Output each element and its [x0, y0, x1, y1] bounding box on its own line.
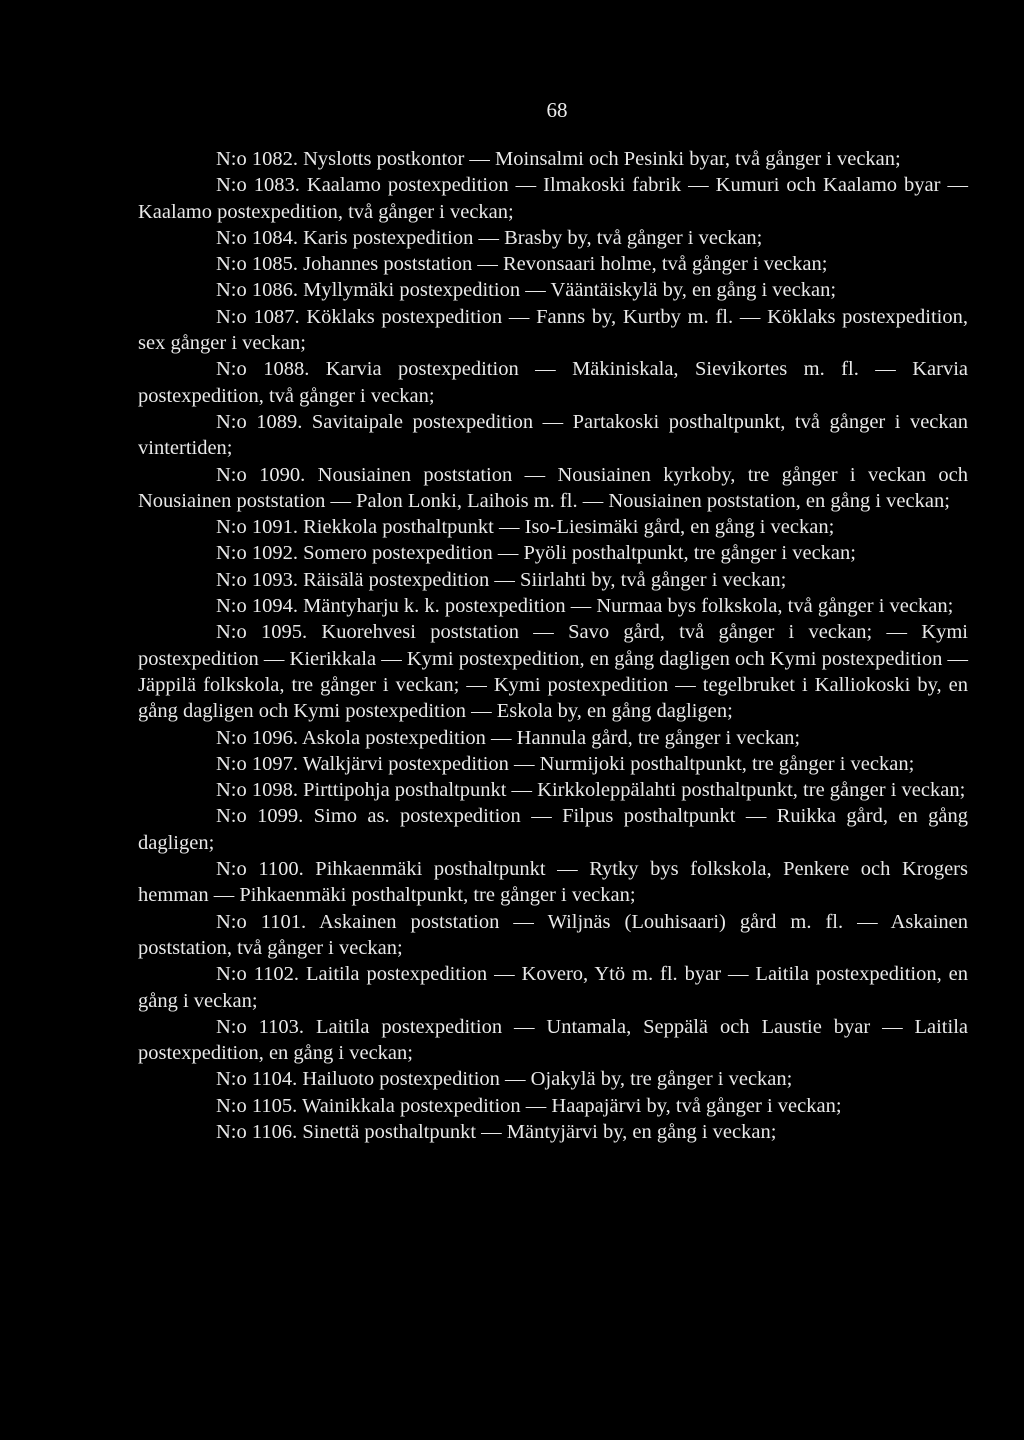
entry-1101: N:o 1101. Askainen poststation — Wiljnäs (Louhisaari) gård m. fl. — Askainen poststation, två gånger i veckan;	[138, 910, 968, 959]
entry-1083: N:o 1083. Kaalamo postexpedition — Ilmakoski fabrik — Kumuri och Kaalamo byar — Kaalamo postexpedition, två gånger i veckan;	[138, 174, 968, 223]
entry-1082: N:o 1082. Nyslotts postkontor — Moinsalmi och Pesinki byar, två gånger i veckan;	[216, 148, 901, 170]
entry-1091: N:o 1091. Riekkola posthaltpunkt — Iso-Liesimäki gård, en gång i veckan;	[216, 516, 835, 539]
entry-1106: N:o 1106. Sinettä posthaltpunkt — Mäntyjärvi by, en gång i veckan;	[216, 1120, 777, 1143]
page-number: 68	[546, 98, 568, 122]
entry-1097: N:o 1097. Walkjärvi postexpedition — Nurmijoki posthaltpunkt, tre gånger i veckan;	[216, 752, 915, 775]
entry-1086: N:o 1086. Myllymäki postexpedition — Vääntäiskylä by, en gång i veckan;	[216, 279, 837, 302]
entry-1096: N:o 1096. Askola postexpedition — Hannula gård, tre gånger i veckan;	[216, 726, 801, 749]
entry-1085: N:o 1085. Johannes poststation — Revonsaari holme, två gånger i veckan;	[216, 253, 828, 276]
entry-1104: N:o 1104. Hailuoto postexpedition — Ojakylä by, tre gånger i veckan;	[216, 1068, 793, 1091]
entry-list	[138, 146, 968, 1145]
entry-1105: N:o 1105. Wainikkala postexpedition — Haapajärvi by, två gånger i veckan;	[216, 1094, 842, 1117]
entry-1092: N:o 1092. Somero postexpedition — Pyöli posthaltpunkt, tre gånger i veckan;	[216, 542, 856, 565]
entry-1102: N:o 1102. Laitila postexpedition — Kovero, Ytö m. fl. byar — Laitila postexpedition, en gång i veckan;	[138, 963, 968, 1012]
entry-1084: N:o 1084. Karis postexpedition — Brasby by, två gånger i veckan;	[216, 226, 763, 249]
entry-1098: N:o 1098. Pirttipohja posthaltpunkt — Kirkkoleppälahti posthaltpunkt, tre gånger i veckan;	[216, 779, 966, 802]
entry-1100: N:o 1100. Pihkaenmäki posthaltpunkt — Rytky bys folkskola, Penkere och Krogers hemman — Pihkaenmäki posthaltpunkt, tre gånger i veckan;	[138, 858, 968, 907]
entry-1088: N:o 1088. Karvia postexpedition — Mäkiniskala, Sievikortes m. fl. — Karvia postexpedition, två gånger i veckan;	[138, 358, 968, 407]
entry-1099: N:o 1099. Simo as. postexpedition — Filpus posthaltpunkt — Ruikka gård, en gång dagligen;	[138, 805, 968, 854]
entry-1103: N:o 1103. Laitila postexpedition — Untamala, Seppälä och Laustie byar — Laitila postexpedition, en gång i veckan;	[138, 1015, 968, 1065]
entry-1090: N:o 1090. Nousiainen poststation — Nousiainen kyrkoby, tre gånger i veckan och Nousiainen poststation — Palon Lonki, Laihois m. fl. — Nousiainen poststation, en gång i veckan;	[138, 463, 968, 512]
entry-1095: N:o 1095. Kuorehvesi poststation — Savo gård, två gånger i veckan; — Kymi postexpedition — Kierikkala — Kymi postexpedition, en gång dagligen och Kymi postexpedition — Jäppilä folkskola, tre gånger i veckan; — Kymi postexpedition — tegelbruket i Kalliokoski by, en gång dagligen och Kymi postexpedition — Eskola by, en gång dagligen;	[138, 621, 968, 723]
entry-1094: N:o 1094. Mäntyharju k. k. postexpedition — Nurmaa bys folkskola, två gånger i veckan;	[216, 595, 954, 618]
entry-1093: N:o 1093. Räisälä postexpedition — Siirlahti by, två gånger i veckan;	[216, 568, 787, 591]
entry-1087: N:o 1087. Köklaks postexpedition — Fanns by, Kurtby m. fl. — Köklaks postexpedition, sex gånger i veckan;	[138, 305, 968, 355]
entry-1089: N:o 1089. Savitaipale postexpedition — Partakoski posthaltpunkt, två gånger i veckan vintertiden;	[138, 410, 968, 460]
